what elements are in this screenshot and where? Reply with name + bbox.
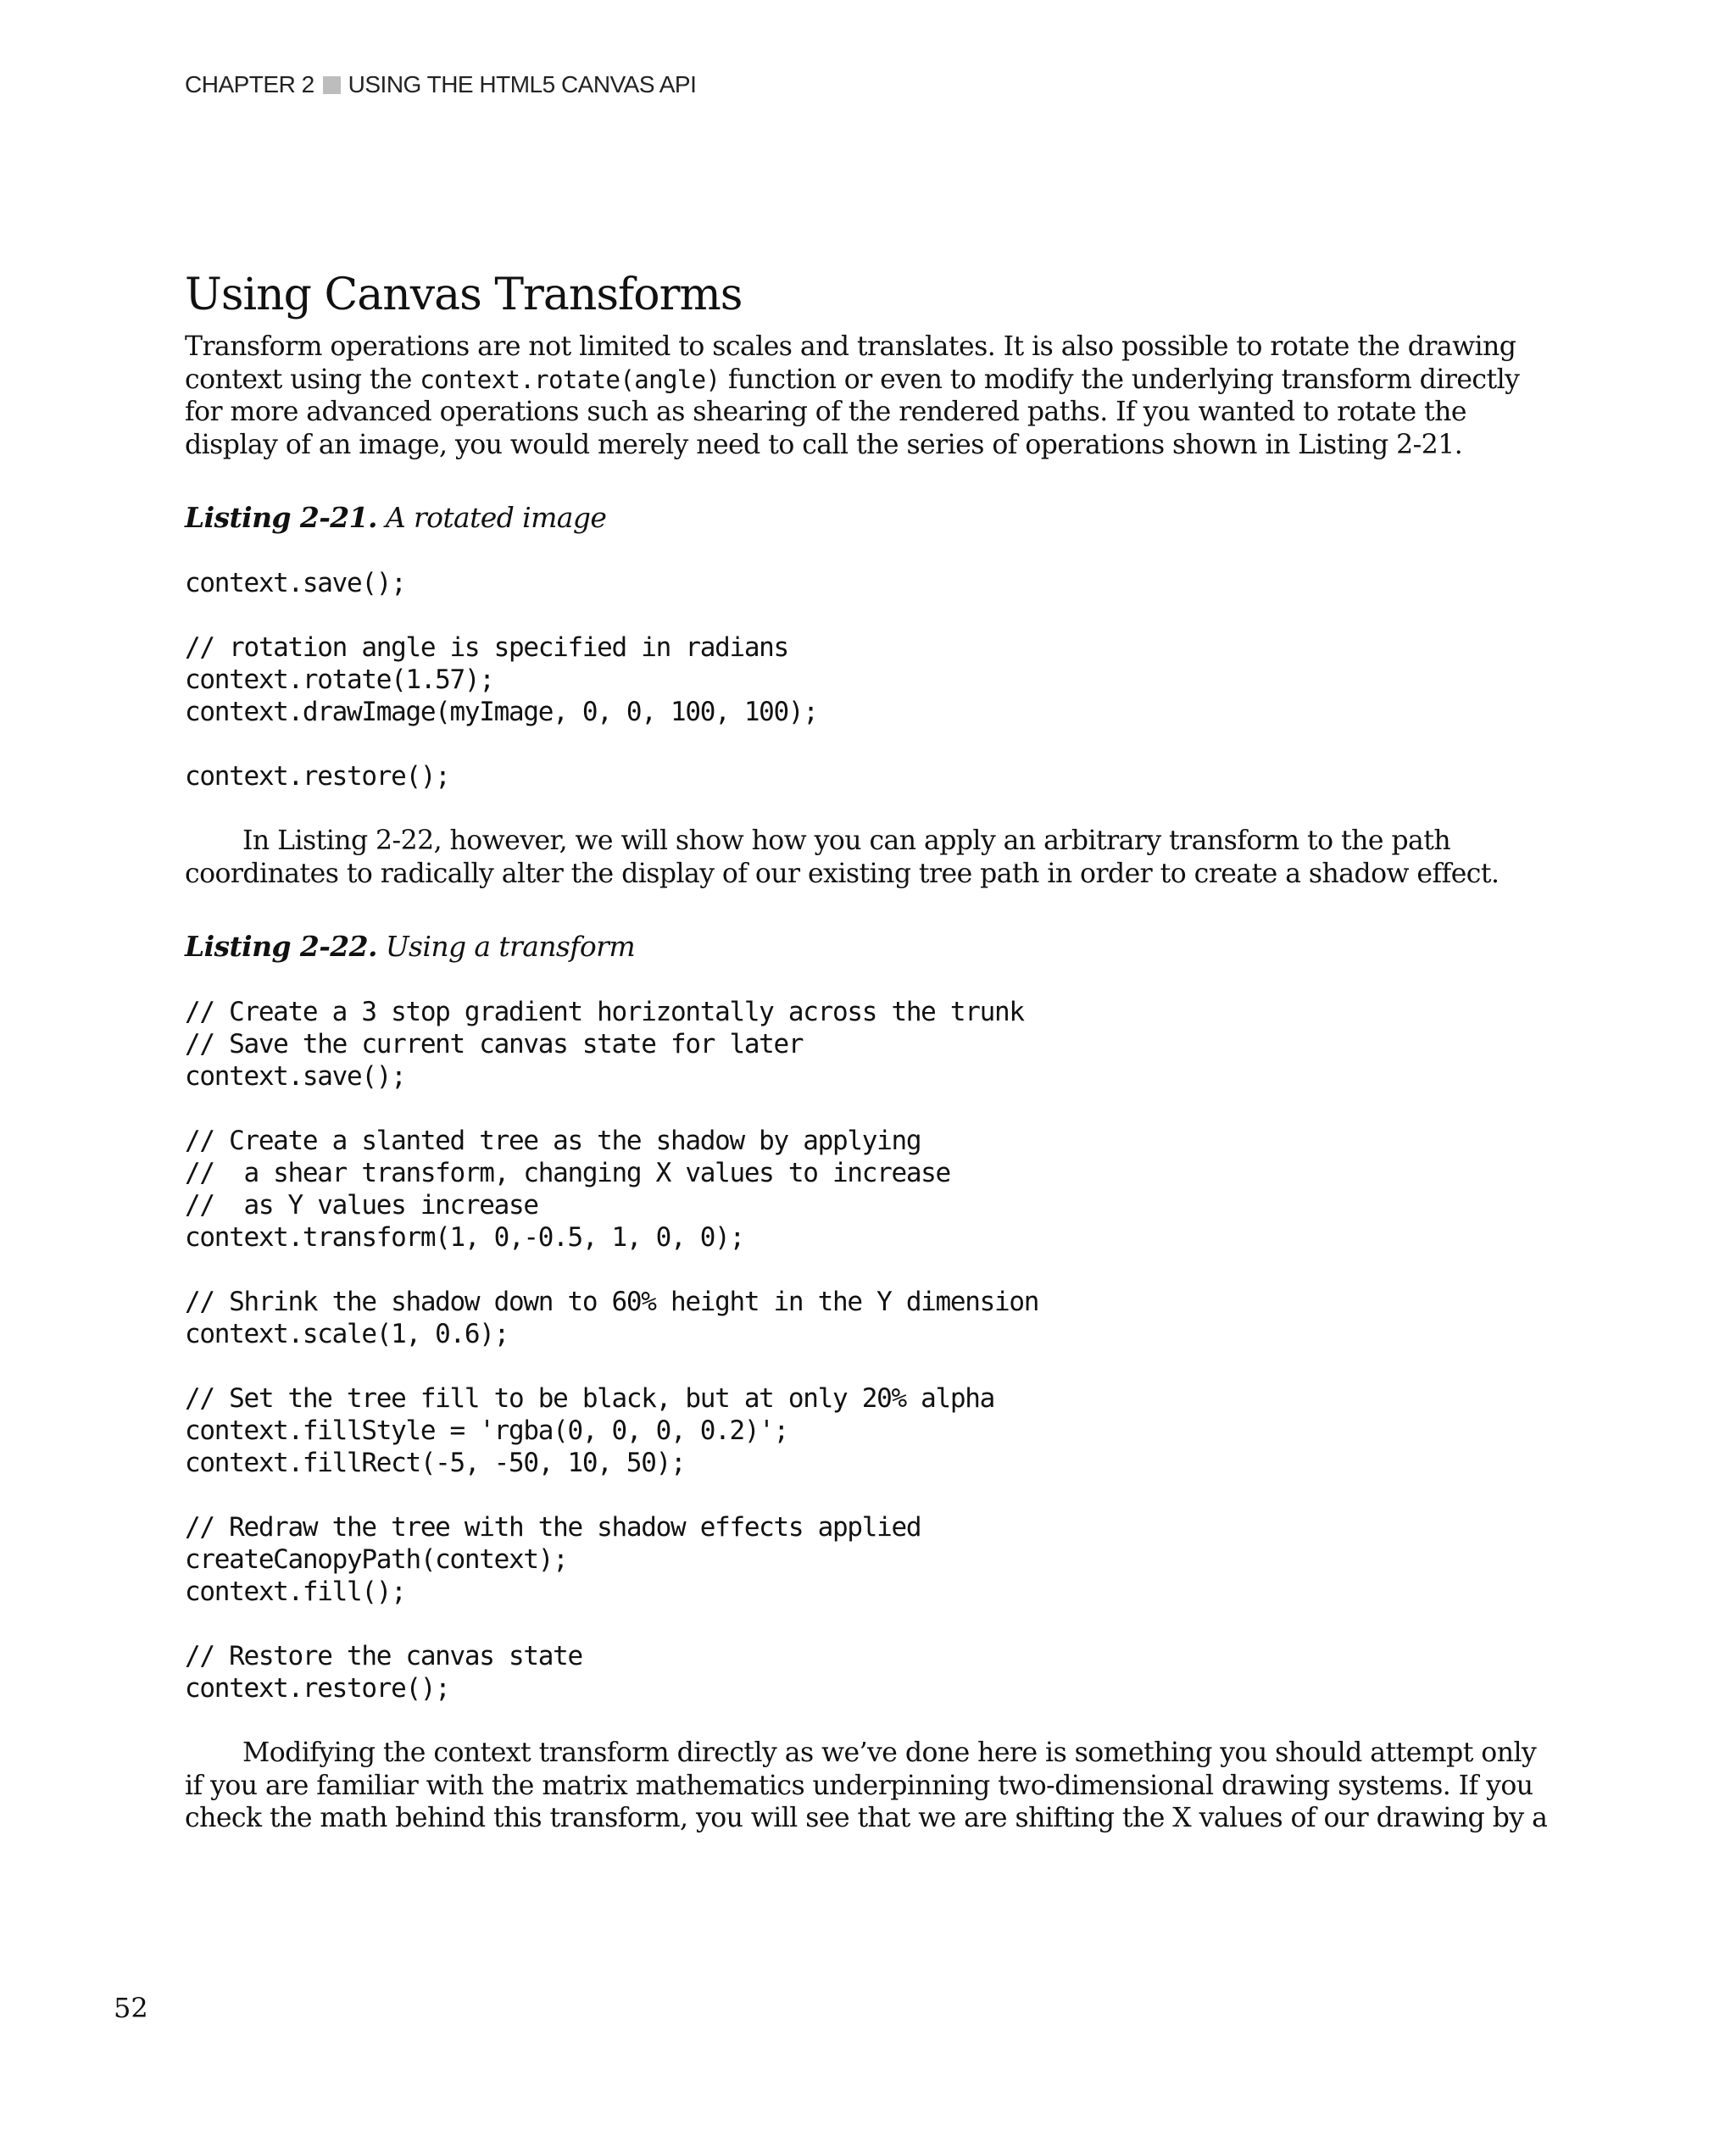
chapter-label: CHAPTER 2 — [185, 71, 314, 97]
code-line: // as Y values increase — [185, 1190, 538, 1221]
code-line: context.fillStyle = 'rgba(0, 0, 0, 0.2)'; — [185, 1415, 788, 1446]
code-line: context.scale(1, 0.6); — [185, 1319, 509, 1349]
listing-label: Listing 2-22. — [185, 930, 377, 963]
chapter-title: USING THE HTML5 CANVAS API — [348, 71, 697, 97]
paragraph-transform-explanation: Modifying the context transform directly as we’ve done here is something you should attempt only if you are familiar with the matrix mathematics underpinning two-dimensional drawing systems. If you check the math behind this transform, you will see that we are shifting the X values of our drawing by a — [185, 1738, 1548, 1833]
code-line: context.rotate(1.57); — [185, 665, 494, 695]
listing-title: Using a transform — [385, 930, 636, 963]
code-line — [185, 1608, 1558, 1640]
page-number: 52 — [114, 1992, 148, 2024]
code-line: // Redraw the tree with the shadow effects applied — [185, 1512, 921, 1543]
code-line: context.restore(); — [185, 1673, 450, 1704]
code-line: // a shear transform, changing X values to increase — [185, 1158, 950, 1188]
code-line: // Set the tree fill to be black, but at only 20% alpha — [185, 1383, 994, 1414]
running-header — [185, 71, 696, 98]
code-line: context.fill(); — [185, 1577, 406, 1607]
code-line: createCanopyPath(context); — [185, 1544, 568, 1575]
code-line — [185, 1254, 1558, 1286]
paragraph-intro — [185, 331, 1558, 461]
section-title: Using Canvas Transforms — [185, 270, 743, 320]
listing-title: A rotated image — [385, 501, 607, 534]
code-line: // Restore the canvas state — [185, 1641, 582, 1671]
paragraph-intro-text-start: Transform operations are not limited to scales and translates. It is also possible to rotate the drawing context using the — [185, 331, 1516, 395]
code-line: context.restore(); — [185, 761, 450, 792]
paragraph-intro-text-end: function or even to modify the underlying transform directly for more advanced operations such as shearing of the rendered paths. If you wanted to rotate the display of an image, you would merely need to call the series of operations shown in Listing 2-21. — [185, 364, 1520, 460]
code-line — [185, 728, 1558, 760]
separator-square-icon — [323, 76, 341, 94]
code-line: // Create a 3 stop gradient horizontally across the trunk — [185, 997, 1024, 1027]
page-content — [185, 264, 1558, 1835]
listing-label: Listing 2-21. — [185, 501, 377, 534]
inline-code-rotate: context.rotate(angle) — [420, 364, 721, 394]
code-line: context.save(); — [185, 568, 406, 598]
code-line: // Create a slanted tree as the shadow by applying — [185, 1126, 921, 1156]
code-line: // Save the current canvas state for later — [185, 1029, 804, 1059]
code-line — [185, 1479, 1558, 1511]
code-line — [185, 1350, 1558, 1382]
listing-caption-2-21 — [185, 501, 1558, 535]
code-line — [185, 599, 1558, 631]
code-line — [185, 1093, 1558, 1125]
code-line: context.fillRect(-5, -50, 10, 50); — [185, 1448, 686, 1478]
code-line: context.transform(1, 0,-0.5, 1, 0, 0); — [185, 1222, 744, 1253]
code-line: context.save(); — [185, 1061, 406, 1092]
code-listing-2-21 — [185, 567, 1558, 792]
listing-caption-2-22 — [185, 930, 1558, 964]
code-line: context.drawImage(myImage, 0, 0, 100, 100); — [185, 697, 818, 727]
code-line: // Shrink the shadow down to 60% height in the Y dimension — [185, 1287, 1039, 1317]
code-listing-2-22 — [185, 996, 1558, 1704]
paragraph-listing-2-22-intro: In Listing 2-22, however, we will show how you can apply an arbitrary transform to the path coordinates to radically alter the display of our existing tree path in order to create a shadow effect. — [185, 826, 1500, 889]
code-line: // rotation angle is specified in radians — [185, 632, 788, 663]
